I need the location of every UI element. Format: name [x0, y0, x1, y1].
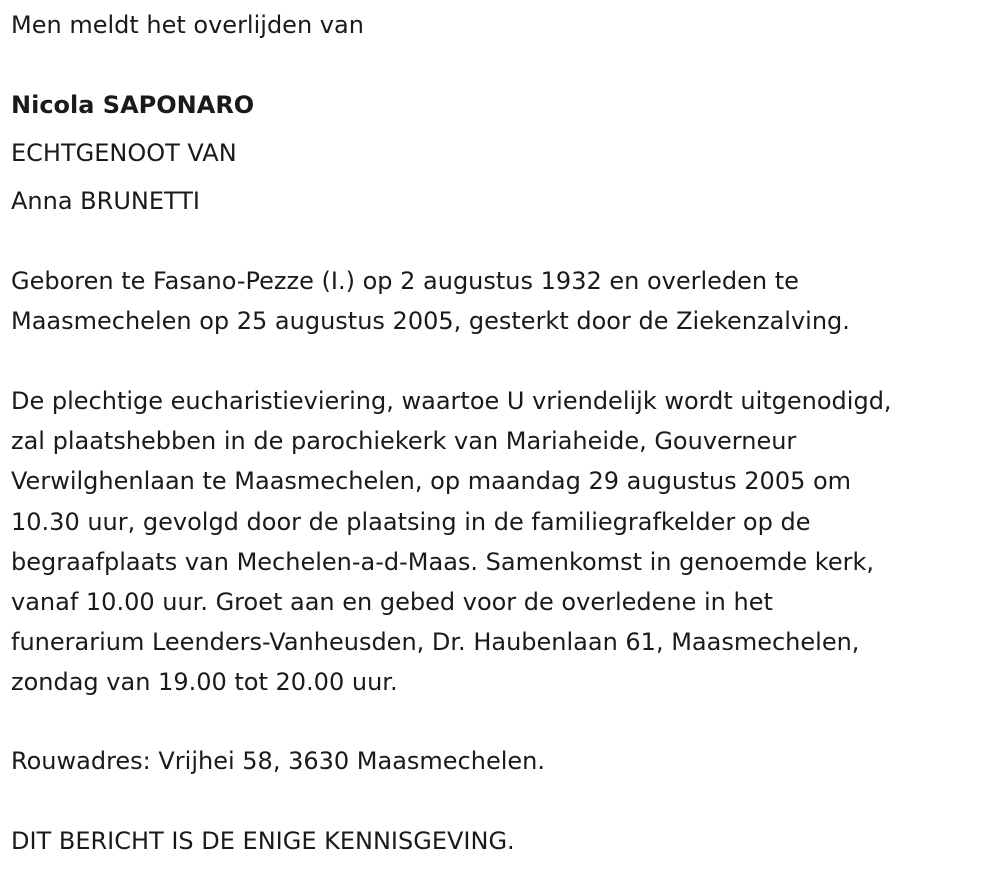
- paragraph-line: zondag van 19.00 tot 20.00 uur.: [11, 668, 398, 697]
- paragraph-line: De plechtige eucharistieviering, waartoe U vriendelijk wordt uitgenodigd,: [11, 387, 892, 415]
- paragraph-line: vanaf 10.00 uur. Groet aan en gebed voor de overledene in het: [11, 588, 773, 617]
- deceased-name: Nicola SAPONARO: [11, 91, 255, 119]
- ceremony-paragraph: [11, 381, 996, 703]
- intro-text: Men meldt het overlijden van: [11, 11, 364, 39]
- paragraph-line: Geboren te Fasano-Pezze (I.) op 2 augustus 1932 en overleden te: [11, 267, 799, 295]
- spouse-name: Anna BRUNETTI: [11, 187, 200, 215]
- mourning-address: Rouwadres: Vrijhei 58, 3630 Maasmechelen.: [11, 747, 545, 775]
- paragraph-line: Maasmechelen op 25 augustus 2005, gesterkt door de Ziekenzalving.: [11, 307, 850, 336]
- paragraph-line: funerarium Leenders-Vanheusden, Dr. Haubenlaan 61, Maasmechelen,: [11, 628, 860, 657]
- relation-label: ECHTGENOOT VAN: [11, 139, 237, 167]
- closing-notice: DIT BERICHT IS DE ENIGE KENNISGEVING.: [11, 827, 515, 855]
- birth-death-paragraph: [11, 261, 996, 341]
- paragraph-line: zal plaatshebben in de parochiekerk van Mariaheide, Gouverneur: [11, 427, 797, 456]
- paragraph-line: 10.30 uur, gevolgd door de plaatsing in de familiegrafkelder op de: [11, 507, 811, 536]
- paragraph-line: begraafplaats van Mechelen-a-d-Maas. Samenkomst in genoemde kerk,: [11, 547, 874, 576]
- paragraph-line: Verwilghenlaan te Maasmechelen, op maandag 29 augustus 2005 om: [11, 467, 852, 496]
